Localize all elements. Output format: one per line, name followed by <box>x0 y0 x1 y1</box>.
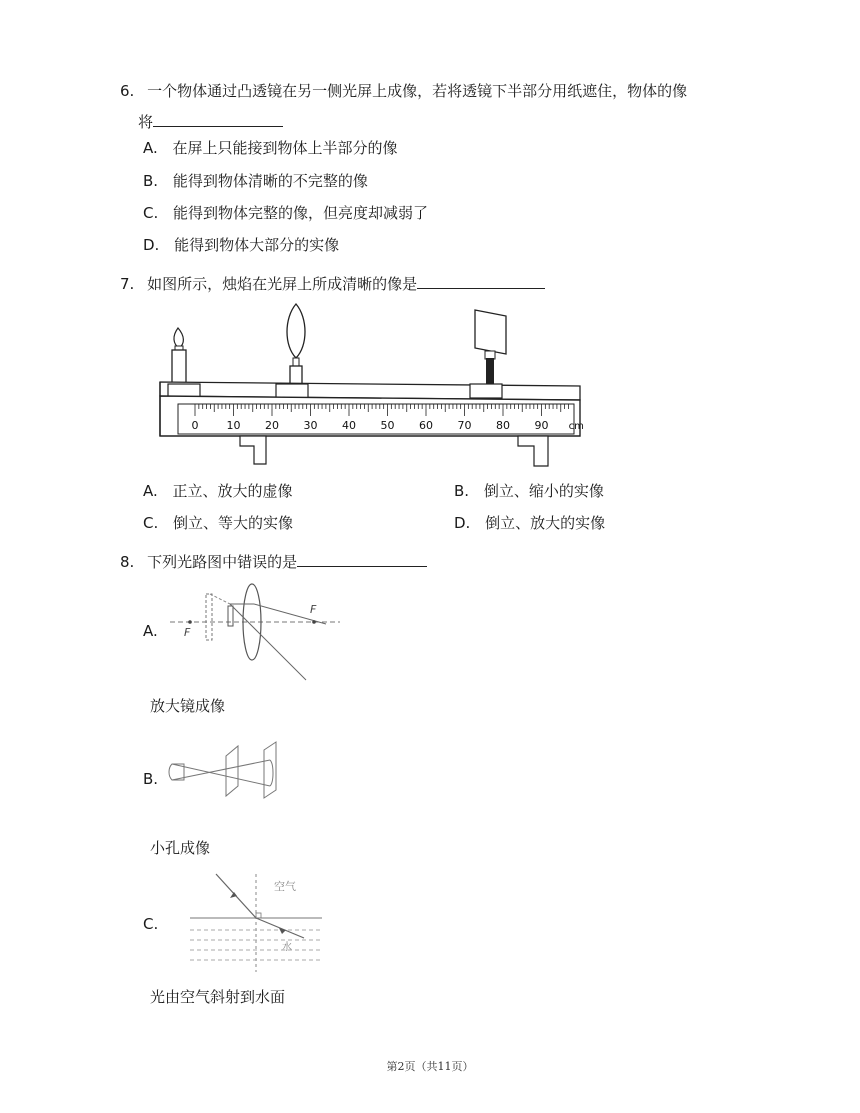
air-label: 空气 <box>274 880 296 893</box>
question-text: 一个物体通过凸透镜在另一侧光屏上成像，若将透镜下半部分用纸遮住，物体的像 <box>147 82 688 100</box>
optical-bench-figure <box>150 296 590 472</box>
q7-option-d <box>454 513 605 533</box>
ruler-tick-label: 40 <box>342 419 356 432</box>
page-footer: 第2页（共11页） <box>386 1060 474 1073</box>
candle <box>172 328 186 388</box>
question-6-line2 <box>138 110 283 132</box>
option-label: C. <box>143 204 159 222</box>
convex-lens <box>287 304 305 388</box>
question-text-cont: 将 <box>138 113 154 131</box>
ruler-tick-label: cm <box>568 421 584 432</box>
option-label: D. <box>454 514 471 532</box>
magnifier-diagram <box>166 580 344 684</box>
option-d <box>143 235 339 255</box>
option-text: 能得到物体完整的像，但亮度却减弱了 <box>173 204 429 222</box>
option-text: 在屏上只能接到物体上半部分的像 <box>172 139 398 157</box>
option-text: 能得到物体大部分的实像 <box>174 236 340 254</box>
ruler-tick-label: 70 <box>457 419 472 432</box>
question-text: 如图所示，烛焰在光屏上所成清晰的像是 <box>147 275 418 293</box>
ruler-tick-label: 80 <box>496 419 510 432</box>
question-7 <box>120 272 545 294</box>
ruler-tick-label: 90 <box>534 419 549 432</box>
option-label: D. <box>143 236 160 254</box>
ruler-tick-label: 0 <box>191 419 199 432</box>
ruler-tick-label: 30 <box>303 419 318 432</box>
option-b <box>143 171 368 191</box>
answer-blank[interactable] <box>153 110 283 127</box>
question-8 <box>120 550 427 572</box>
question-number: 8. <box>120 553 135 571</box>
option-text: 倒立、放大的实像 <box>485 514 606 532</box>
q7-option-b <box>454 481 604 501</box>
ruler-tick-label: 60 <box>419 419 433 432</box>
focus-label-right: F <box>310 603 317 616</box>
pinhole-diagram <box>166 728 284 824</box>
option-a <box>143 138 398 158</box>
focus-label-left: F <box>184 626 191 639</box>
refraction-diagram <box>186 868 326 974</box>
option-label: B. <box>454 482 470 500</box>
water-label: 水 <box>282 942 292 953</box>
answer-blank[interactable] <box>417 272 545 289</box>
q7-option-a <box>143 481 293 501</box>
option-label: C. <box>143 514 159 532</box>
option-label: A. <box>143 139 158 157</box>
option-label: A. <box>143 482 158 500</box>
question-text: 下列光路图中错误的是 <box>147 553 298 571</box>
q8-option-b-caption: 小孔成像 <box>150 839 211 857</box>
option-text: 倒立、等大的实像 <box>173 514 294 532</box>
q7-option-c <box>143 513 293 533</box>
answer-blank[interactable] <box>297 550 427 567</box>
q8-option-a-label: A. <box>143 622 158 640</box>
ruler-tick-label: 10 <box>226 419 241 432</box>
ruler-tick-label: 50 <box>380 419 395 432</box>
question-number: 6. <box>120 82 135 100</box>
question-number: 7. <box>120 275 135 293</box>
option-label: B. <box>143 172 159 190</box>
option-text: 倒立、缩小的实像 <box>483 482 604 500</box>
q8-option-b-label: B. <box>143 770 159 788</box>
q8-option-a-caption: 放大镜成像 <box>150 697 226 715</box>
option-text: 能得到物体清晰的不完整的像 <box>172 172 368 190</box>
option-text: 正立、放大的虚像 <box>172 482 293 500</box>
ruler-tick-label: 20 <box>265 419 279 432</box>
question-6 <box>120 81 687 101</box>
light-screen <box>475 310 506 390</box>
q8-option-c-caption: 光由空气斜射到水面 <box>150 988 286 1006</box>
option-c <box>143 203 428 223</box>
q8-option-c-label: C. <box>143 915 159 933</box>
